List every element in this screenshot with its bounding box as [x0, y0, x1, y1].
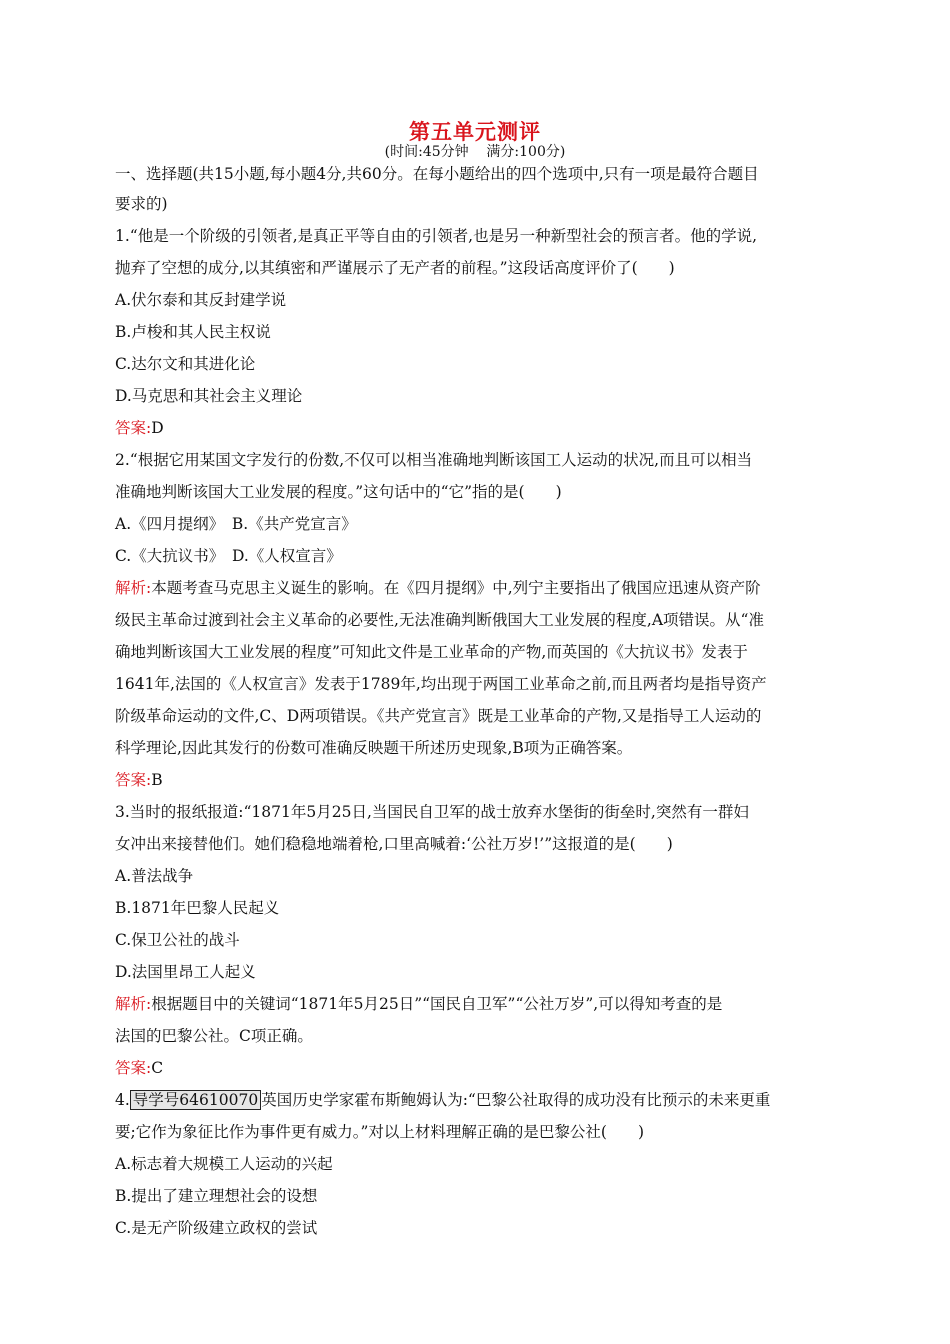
answer-line [115, 1052, 835, 1084]
option-row: A.《四月提纲》 B.《共产党宣言》 [115, 515, 357, 533]
page-title: 第五单元测评 [409, 119, 541, 144]
exam-content [115, 160, 835, 1244]
question-stem-text: 英国历史学家霍布斯鲍姆认为:“巴黎公社取得的成功没有比预示的未来更重 [261, 1091, 771, 1109]
question-stem: 3.当时的报纸报道:“1871年5月25日,当国民自卫军的战士放弃水堡街的街垒时,突然有一群妇 [115, 803, 749, 821]
option: A.标志着大规模工人运动的兴起 [115, 1155, 333, 1173]
answer-label: 答案: [115, 771, 152, 789]
option: A.伏尔泰和其反封建学说 [115, 291, 287, 309]
analysis-text: 级民主革命过渡到社会主义革命的必要性,无法准确判断俄国大工业发展的程度,A项错误。从“准 [115, 611, 764, 629]
exam-info: (时间:45分钟 满分:100分) [384, 144, 566, 160]
answer-line [115, 412, 835, 444]
question-stem: 抛弃了空想的成分,以其缜密和严谨展示了无产者的前程。”这段话高度评价了( ) [115, 259, 675, 277]
option: C.是无产阶级建立政权的尝试 [115, 1219, 318, 1237]
guide-tag[interactable]: 导学号64610070 [130, 1090, 261, 1110]
question-stem: 准确地判断该国大工业发展的程度。”这句话中的“它”指的是( ) [115, 483, 562, 501]
option: C.保卫公社的战斗 [115, 931, 240, 949]
answer-value: B [151, 771, 163, 789]
question-3 [115, 796, 835, 1084]
question-stem: 要;它作为象征比作为事件更有威力。”对以上材料理解正确的是巴黎公社( ) [115, 1123, 644, 1141]
answer-label: 答案: [115, 1059, 152, 1077]
analysis-text: 1641年,法国的《人权宣言》发表于1789年,均出现于两国工业革命之前,而且两者均是指导资产 [115, 675, 767, 693]
question-stem: 1.“他是一个阶级的引领者,是真正平等自由的引领者,也是另一种新型社会的预言者。他的学说, [115, 227, 757, 245]
analysis-text: 根据题目中的关键词“1871年5月25日”“国民自卫军”“公社万岁”,可以得知考查的是 [151, 995, 723, 1013]
question-2 [115, 444, 835, 796]
option: B.1871年巴黎人民起义 [115, 899, 280, 917]
analysis-label: 解析: [115, 579, 152, 597]
answer-label: 答案: [115, 419, 152, 437]
answer-value: D [151, 419, 164, 437]
option: B.提出了建立理想社会的设想 [115, 1187, 318, 1205]
option: C.达尔文和其进化论 [115, 355, 256, 373]
analysis-text: 科学理论,因此其发行的份数可准确反映题干所述历史现象,B项为正确答案。 [115, 739, 633, 757]
question-stem [115, 1084, 835, 1116]
option: A.普法战争 [115, 867, 194, 885]
analysis-text: 法国的巴黎公社。C项正确。 [115, 1027, 313, 1045]
analysis-label: 解析: [115, 995, 152, 1013]
answer-value: C [151, 1059, 164, 1077]
option-row: C.《大抗议书》 D.《人权宣言》 [115, 547, 342, 565]
section-heading: 一、选择题(共15小题,每小题4分,共60分。在每小题给出的四个选项中,只有一项是最符合题目 [115, 165, 759, 183]
analysis-text: 确地判断该国大工业发展的程度”可知此文件是工业革命的产物,而英国的《大抗议书》发表于 [115, 643, 748, 661]
question-number: 4. [115, 1091, 130, 1109]
question-1 [115, 220, 835, 444]
analysis-text: 本题考查马克思主义诞生的影响。在《四月提纲》中,列宁主要指出了俄国应迅速从资产阶 [151, 579, 761, 597]
question-stem: 女冲出来接替他们。她们稳稳地端着枪,口里高喊着:‘公社万岁!’”这报道的是( ) [115, 835, 673, 853]
option: D.法国里昂工人起义 [115, 963, 256, 981]
question-stem: 2.“根据它用某国文字发行的份数,不仅可以相当准确地判断该国工人运动的状况,而且可以相当 [115, 451, 753, 469]
question-4 [115, 1084, 835, 1244]
section-heading-cont: 要求的) [115, 195, 168, 213]
option: B.卢梭和其人民主权说 [115, 323, 271, 341]
analysis-line [115, 988, 835, 1020]
option: D.马克思和其社会主义理论 [115, 387, 303, 405]
answer-line [115, 764, 835, 796]
analysis-text: 阶级革命运动的文件,C、D两项错误。《共产党宣言》既是工业革命的产物,又是指导工人运动的 [115, 707, 762, 725]
analysis-line [115, 572, 835, 604]
